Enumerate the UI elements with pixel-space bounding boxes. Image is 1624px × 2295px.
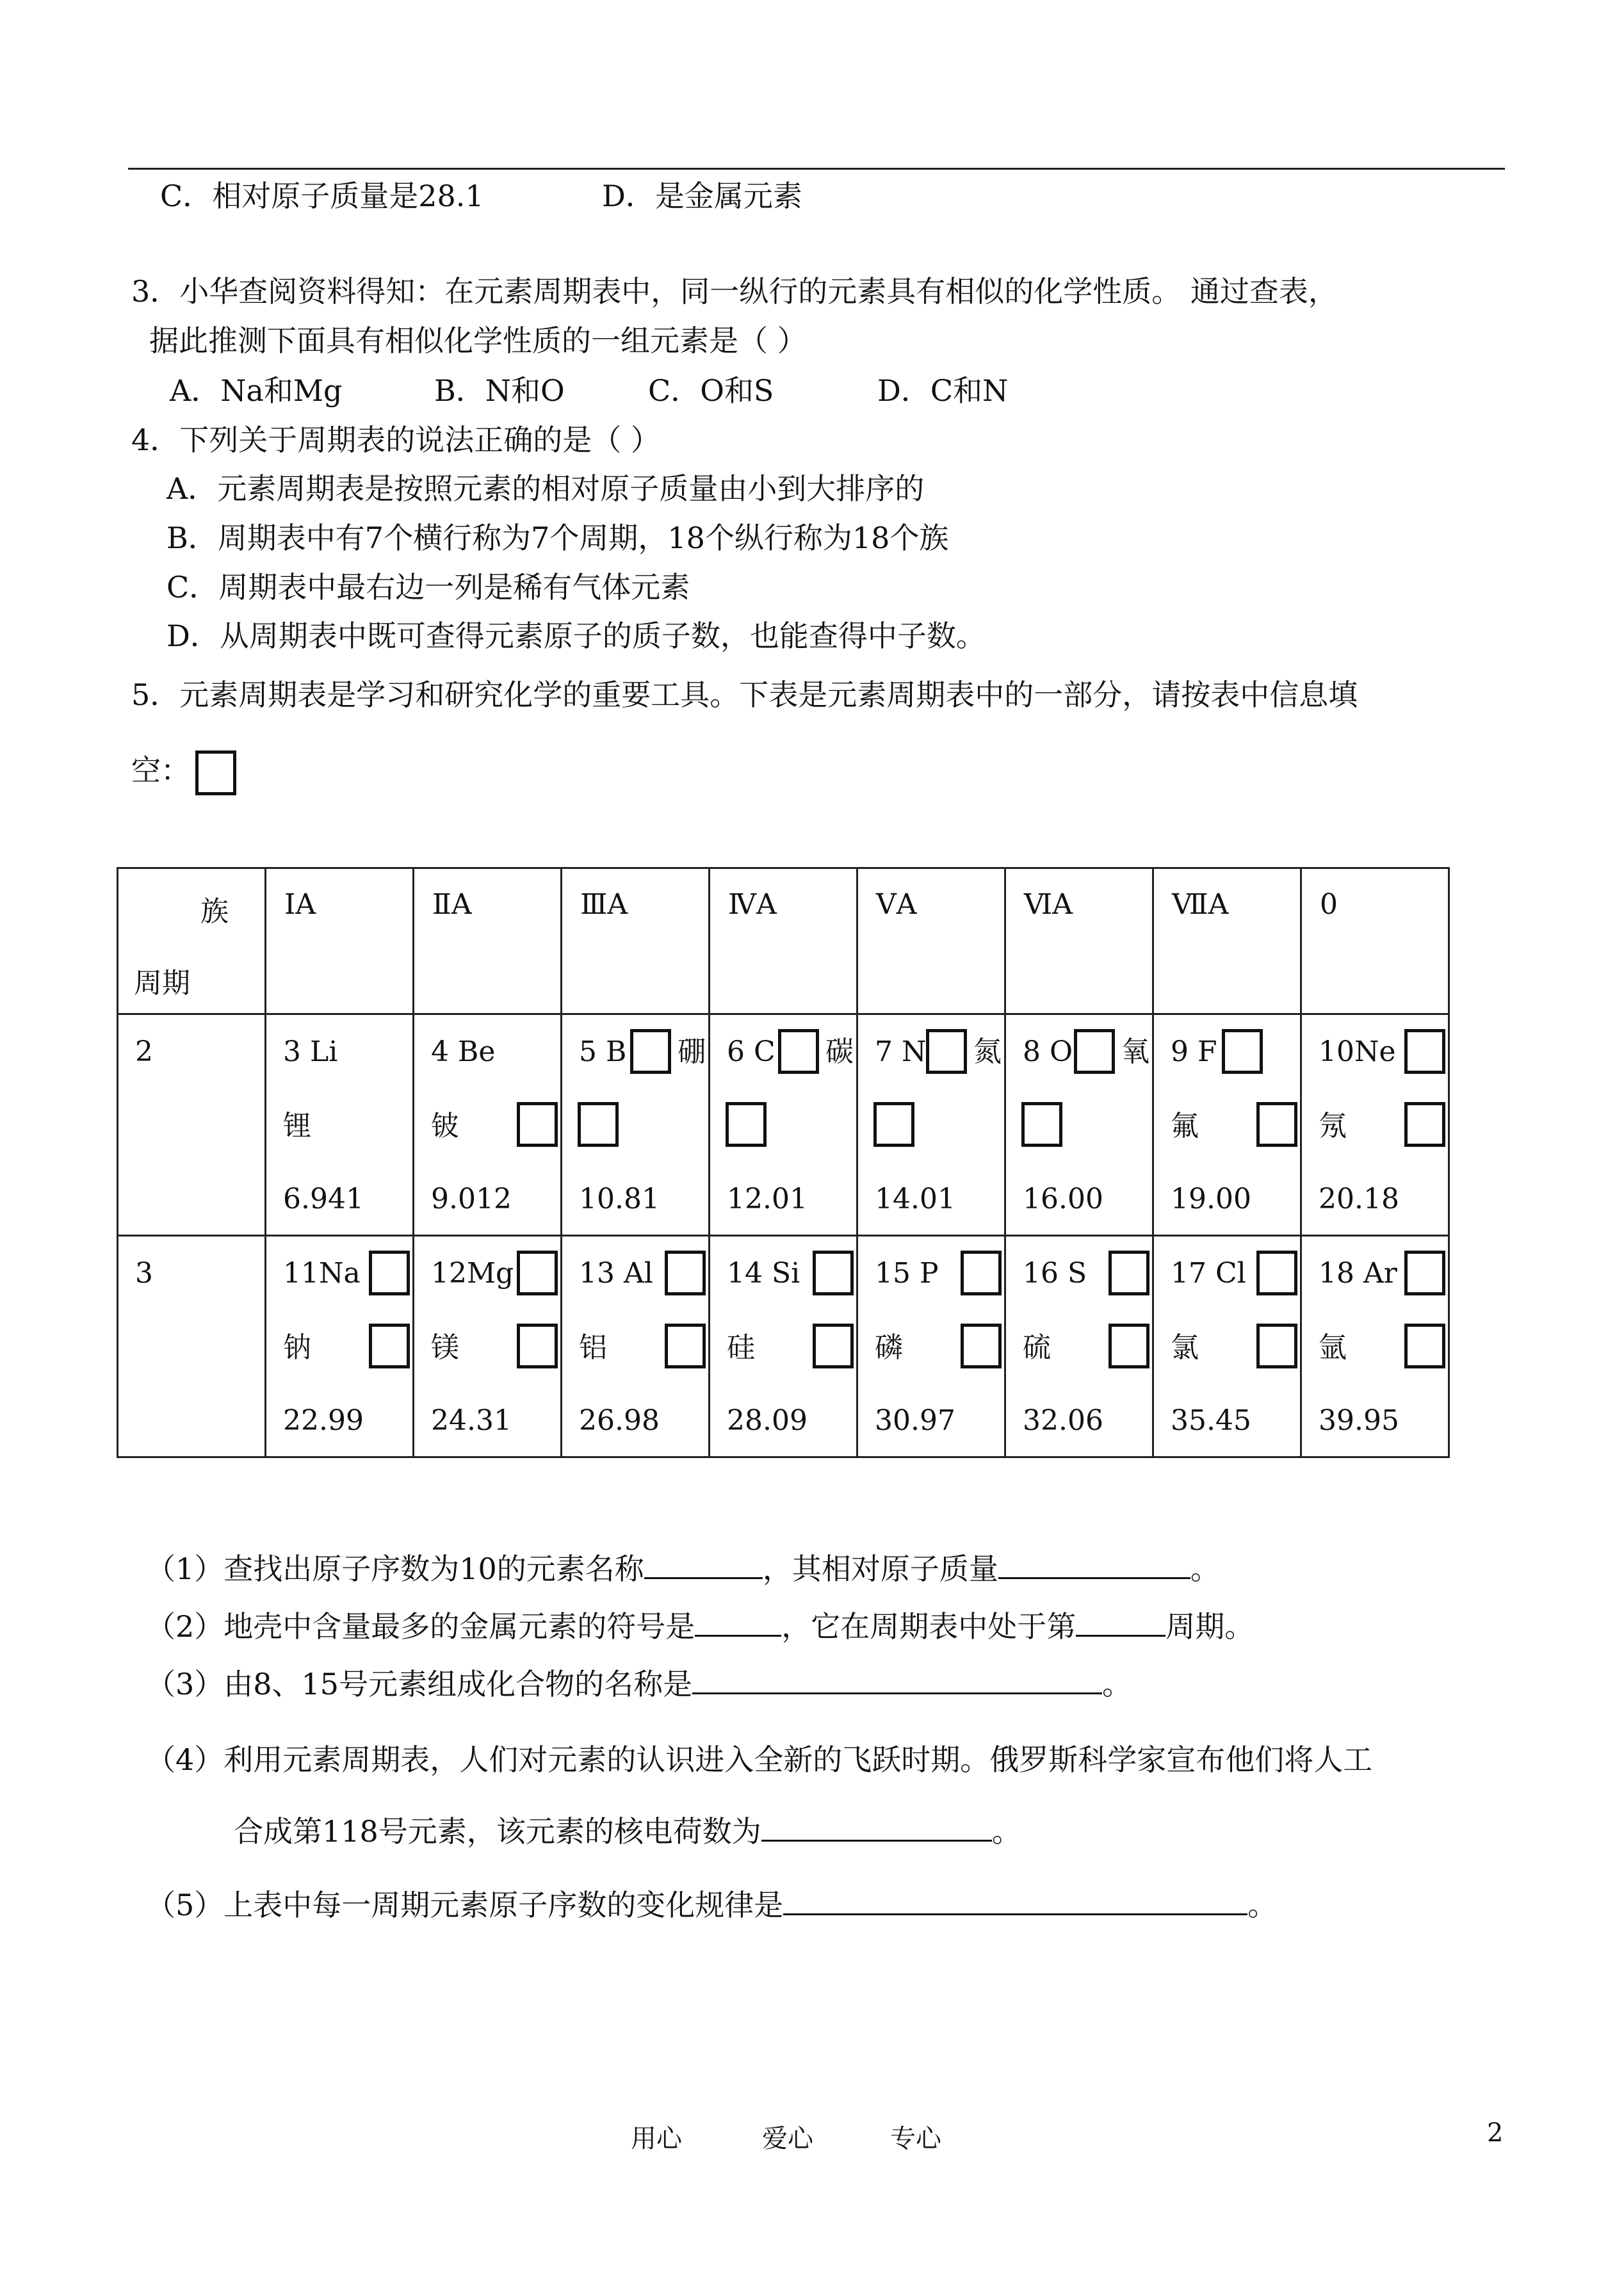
q3-option-a: A．Na和Mg — [170, 373, 343, 408]
element-name: 铍 — [431, 1110, 459, 1142]
fill-question-5 — [146, 1886, 1277, 1924]
answer-box[interactable] — [813, 1324, 854, 1368]
element-cell — [1301, 1014, 1449, 1236]
element-mass: 19.00 — [1171, 1183, 1251, 1215]
fill-question-2-text-a: （2）地壳中含量最多的金属元素的符号是 — [146, 1609, 695, 1644]
answer-box[interactable] — [1256, 1251, 1297, 1295]
answer-box[interactable] — [778, 1029, 819, 1074]
period-label: 3 — [135, 1257, 153, 1290]
element-mass: 22.99 — [283, 1404, 364, 1437]
element-name: 氯 — [1171, 1331, 1199, 1364]
element-cell — [857, 1236, 1005, 1457]
footer-word-1: 用心 — [631, 2124, 682, 2153]
element-mass: 6.941 — [283, 1183, 364, 1215]
element-symbol: 12Mg — [431, 1257, 514, 1290]
element-name: 氮 — [973, 1035, 1002, 1068]
corner-group-label: 族 — [200, 895, 229, 928]
element-mass: 20.18 — [1319, 1183, 1399, 1215]
fill-question-2 — [146, 1607, 1254, 1646]
element-symbol: 14 Si — [727, 1257, 800, 1290]
element-name: 氩 — [1319, 1331, 1347, 1364]
answer-box[interactable] — [1108, 1324, 1149, 1368]
group-header — [1153, 868, 1301, 1014]
q3-option-b: B．N和O — [434, 373, 565, 408]
page-number: 2 — [1487, 2118, 1504, 2148]
element-symbol: 8 O — [1023, 1035, 1073, 1068]
fill-question-3 — [146, 1665, 1132, 1703]
answer-blank[interactable] — [692, 1667, 1102, 1694]
header-rule — [128, 168, 1505, 170]
group-header — [710, 868, 857, 1014]
footer-word-3: 专心 — [890, 2124, 941, 2153]
answer-blank[interactable] — [783, 1888, 1247, 1915]
element-symbol: 5 B — [579, 1035, 627, 1068]
element-symbol: 3 Li — [283, 1035, 338, 1068]
q4-stem: 4．下列关于周期表的说法正确的是（ ） — [131, 423, 660, 457]
q2-option-d: D．是金属元素 — [602, 179, 802, 213]
answer-box[interactable] — [1021, 1102, 1062, 1147]
fill-question-1-text-c: 。 — [1190, 1552, 1220, 1586]
fill-question-1-text-b: ，其相对原子质量 — [762, 1552, 998, 1586]
answer-box[interactable] — [517, 1324, 558, 1368]
element-mass: 9.012 — [431, 1183, 512, 1215]
element-name: 氖 — [1319, 1110, 1347, 1142]
q4-option-b: B．周期表中有7个横行称为7个周期，18个纵行称为18个族 — [166, 521, 949, 555]
element-cell — [1301, 1236, 1449, 1457]
element-name: 碳 — [825, 1035, 854, 1068]
element-symbol: 16 S — [1023, 1257, 1087, 1290]
answer-box[interactable] — [961, 1251, 1002, 1295]
fill-question-5-text-a: （5）上表中每一周期元素原子序数的变化规律是 — [146, 1888, 784, 1922]
answer-box[interactable] — [369, 1324, 410, 1368]
q3-stem-line2: 据此推测下面具有相似化学性质的一组元素是（ ） — [149, 323, 807, 358]
group-label: ⅦA — [1172, 888, 1229, 921]
answer-box[interactable] — [1404, 1324, 1445, 1368]
element-cell — [562, 1236, 710, 1457]
element-mass: 39.95 — [1319, 1404, 1399, 1437]
element-cell — [710, 1236, 857, 1457]
fill-question-1 — [146, 1550, 1220, 1588]
q5-stem-line2 — [131, 750, 236, 795]
period-label-cell — [118, 1236, 266, 1457]
element-name: 氟 — [1171, 1110, 1199, 1142]
answer-box[interactable] — [926, 1029, 967, 1074]
table-corner — [118, 868, 266, 1014]
answer-box[interactable] — [578, 1102, 619, 1147]
element-name: 钠 — [283, 1331, 311, 1364]
answer-box[interactable] — [961, 1324, 1002, 1368]
element-symbol: 6 C — [727, 1035, 775, 1068]
element-cell — [1153, 1236, 1301, 1457]
q4-option-c: C．周期表中最右边一列是稀有气体元素 — [166, 570, 690, 604]
element-mass: 16.00 — [1023, 1183, 1103, 1215]
answer-box[interactable] — [195, 750, 236, 795]
element-cell — [414, 1014, 562, 1236]
group-label: ⅡA — [432, 888, 472, 921]
element-cell — [414, 1236, 562, 1457]
fill-question-4-text-c: 。 — [991, 1814, 1021, 1849]
element-mass: 32.06 — [1023, 1404, 1103, 1437]
answer-box[interactable] — [1404, 1251, 1445, 1295]
element-cell — [562, 1014, 710, 1236]
group-label: ⅥA — [1024, 888, 1073, 921]
group-header — [857, 868, 1005, 1014]
answer-box[interactable] — [1222, 1029, 1263, 1074]
element-mass: 12.01 — [727, 1183, 808, 1215]
fill-question-4-line2 — [234, 1812, 1021, 1851]
answer-box[interactable] — [1404, 1029, 1445, 1074]
answer-box[interactable] — [1256, 1102, 1297, 1147]
answer-box[interactable] — [665, 1324, 706, 1368]
element-mass: 30.97 — [875, 1404, 955, 1437]
element-mass: 24.31 — [431, 1404, 512, 1437]
element-cell — [857, 1014, 1005, 1236]
group-label: ⅤA — [876, 888, 917, 921]
q3-option-d: D．C和N — [877, 373, 1009, 408]
element-cell — [266, 1014, 414, 1236]
element-symbol: 17 Cl — [1171, 1257, 1246, 1290]
element-symbol: 11Na — [283, 1257, 361, 1290]
periodic-table — [117, 867, 1450, 1458]
group-label: ⅠA — [284, 888, 316, 921]
element-cell — [1005, 1236, 1153, 1457]
group-label: 0 — [1320, 888, 1338, 921]
q5-stem-line1: 5．元素周期表是学习和研究化学的重要工具。下表是元素周期表中的一部分，请按表中信息填 — [131, 677, 1358, 712]
element-cell — [710, 1014, 857, 1236]
answer-box[interactable] — [1074, 1029, 1115, 1074]
answer-box[interactable] — [517, 1102, 558, 1147]
element-symbol: 10Ne — [1319, 1035, 1396, 1068]
group-header — [266, 868, 414, 1014]
fill-question-2-text-c: 周期。 — [1165, 1609, 1255, 1644]
element-cell — [1153, 1014, 1301, 1236]
group-header — [1005, 868, 1153, 1014]
fill-question-3-text-a: （3）由8、15号元素组成化合物的名称是 — [146, 1667, 693, 1701]
element-symbol: 4 Be — [431, 1035, 496, 1068]
corner-period-label: 周期 — [134, 967, 190, 1000]
answer-box[interactable] — [1404, 1102, 1445, 1147]
element-cell — [1005, 1014, 1153, 1236]
element-mass: 14.01 — [875, 1183, 955, 1215]
element-mass: 10.81 — [579, 1183, 660, 1215]
answer-blank[interactable] — [761, 1814, 992, 1842]
fill-question-2-text-b: ，它在周期表中处于第 — [781, 1609, 1076, 1644]
group-header — [414, 868, 562, 1014]
q2-option-c: C．相对原子质量是28.1 — [160, 179, 484, 213]
element-symbol: 15 P — [875, 1257, 939, 1290]
group-label: ⅢA — [580, 888, 628, 921]
element-symbol: 7 N — [875, 1035, 927, 1068]
element-symbol: 9 F — [1171, 1035, 1217, 1068]
element-name: 硼 — [678, 1035, 706, 1068]
fill-question-1-text-a: （1）查找出原子序数为10的元素名称 — [146, 1552, 644, 1586]
element-name: 锂 — [283, 1110, 311, 1142]
period-label-cell — [118, 1014, 266, 1236]
element-mass: 28.09 — [727, 1404, 808, 1437]
answer-blank[interactable] — [998, 1552, 1190, 1579]
q3-option-c: C．O和S — [648, 373, 774, 408]
group-label: ⅣA — [728, 888, 777, 921]
answer-box[interactable] — [517, 1251, 558, 1295]
q4-option-d: D．从周期表中既可查得元素原子的质子数，也能查得中子数。 — [166, 619, 986, 653]
element-name: 氧 — [1121, 1035, 1149, 1068]
element-name: 镁 — [431, 1331, 459, 1364]
answer-blank[interactable] — [644, 1552, 763, 1579]
answer-box[interactable] — [813, 1251, 854, 1295]
fill-question-5-text-b: 。 — [1247, 1888, 1278, 1922]
answer-blank[interactable] — [695, 1609, 781, 1637]
element-cell — [266, 1236, 414, 1457]
fill-question-4-text-b: 合成第118号元素，该元素的核电荷数为 — [234, 1814, 761, 1849]
element-mass: 35.45 — [1171, 1404, 1251, 1437]
element-mass: 26.98 — [579, 1404, 660, 1437]
answer-box[interactable] — [1108, 1251, 1149, 1295]
answer-blank[interactable] — [1076, 1609, 1165, 1637]
q5-stem-line2-text: 空： — [131, 753, 190, 788]
period-label: 2 — [135, 1035, 153, 1068]
element-symbol: 18 Ar — [1319, 1257, 1397, 1290]
answer-box[interactable] — [1256, 1324, 1297, 1368]
fill-question-3-text-b: 。 — [1102, 1667, 1132, 1701]
answer-box[interactable] — [369, 1251, 410, 1295]
group-header — [1301, 868, 1449, 1014]
q4-option-a: A．元素周期表是按照元素的相对原子质量由小到大排序的 — [166, 471, 925, 506]
footer-word-2: 爱心 — [762, 2124, 813, 2153]
answer-box[interactable] — [873, 1102, 914, 1147]
element-name: 磷 — [875, 1331, 903, 1364]
group-header — [562, 868, 710, 1014]
answer-box[interactable] — [630, 1029, 671, 1074]
element-symbol: 13 Al — [579, 1257, 653, 1290]
answer-box[interactable] — [665, 1251, 706, 1295]
q3-stem-line1: 3．小华查阅资料得知：在元素周期表中，同一纵行的元素具有相似的化学性质。 通过查表， — [131, 274, 1338, 309]
element-name: 硅 — [727, 1331, 755, 1364]
fill-question-4-line1: （4）利用元素周期表，人们对元素的认识进入全新的飞跃时期。俄罗斯科学家宣布他们将人工 — [146, 1742, 1373, 1777]
answer-box[interactable] — [726, 1102, 767, 1147]
element-name: 铝 — [579, 1331, 607, 1364]
element-name: 硫 — [1023, 1331, 1051, 1364]
